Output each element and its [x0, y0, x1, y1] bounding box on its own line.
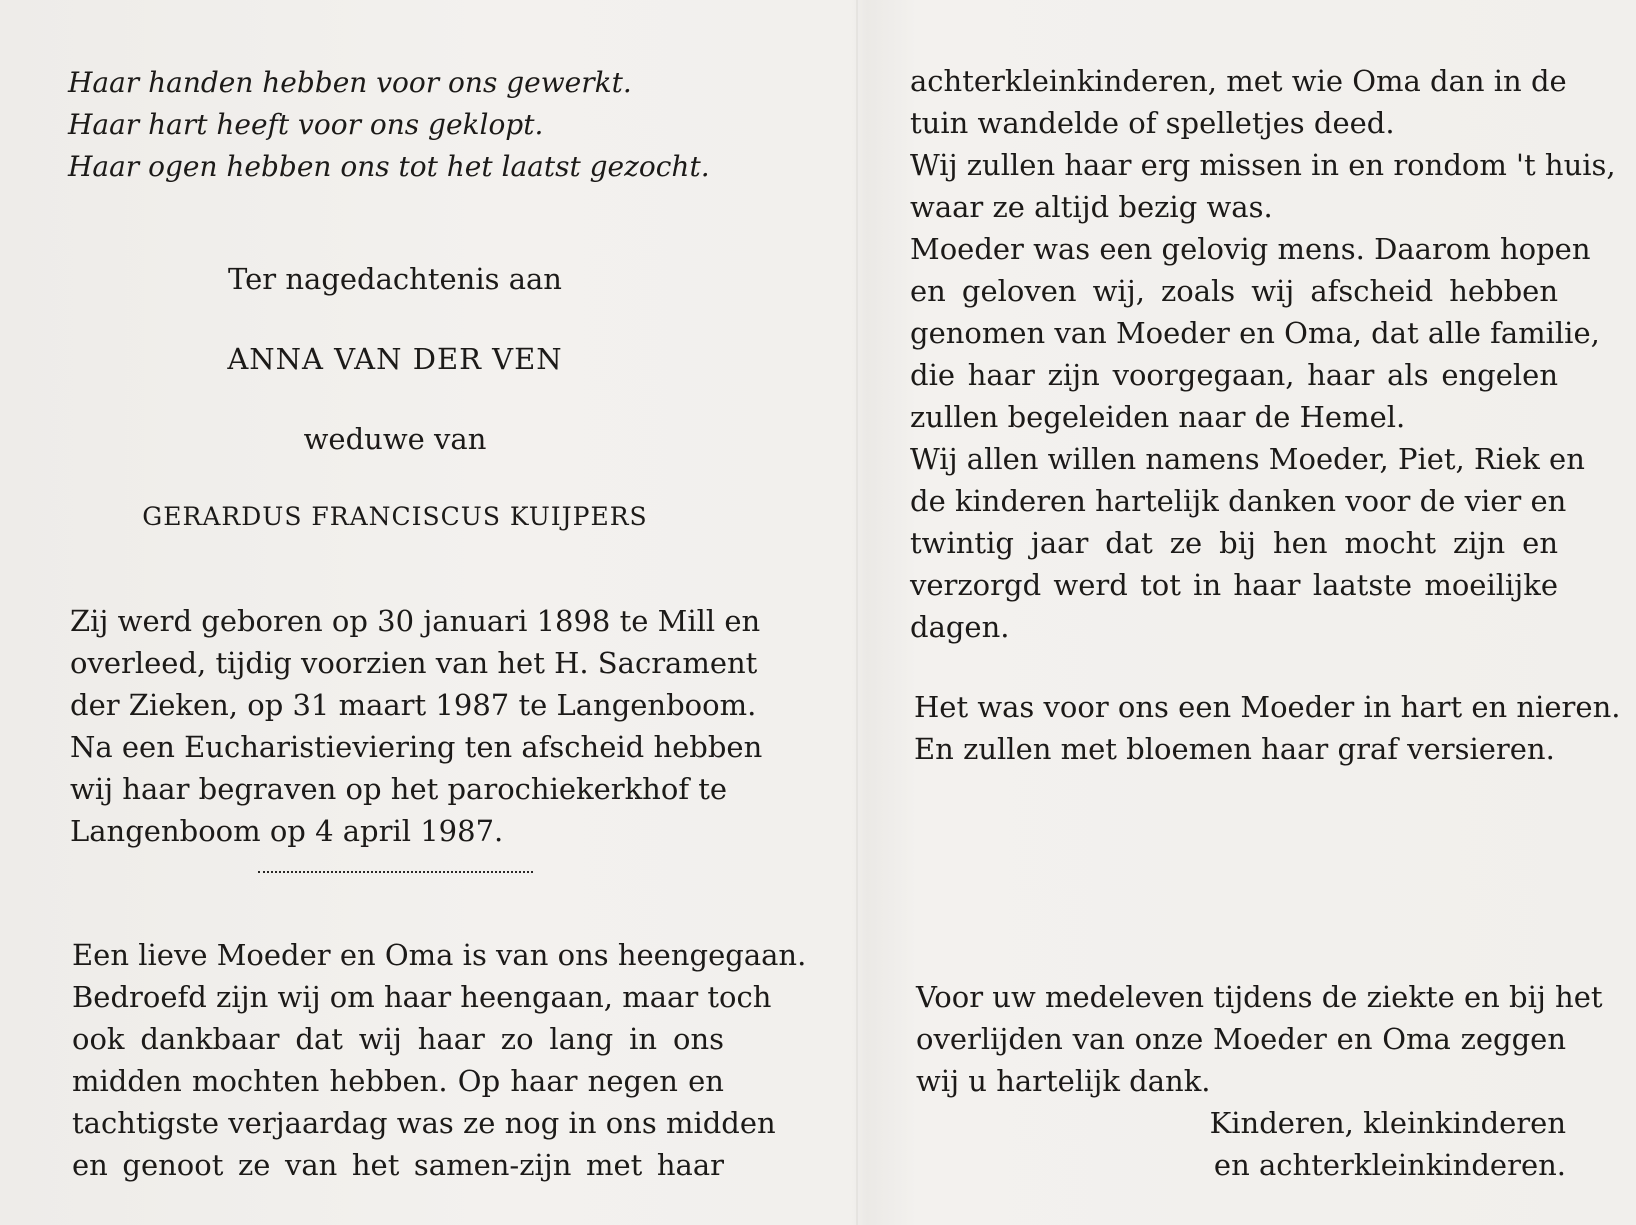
- poem-line: Haar hart heeft voor ons geklopt.: [68, 108, 544, 141]
- verse-line: En zullen met bloemen haar graf versieren.: [914, 732, 1555, 766]
- signature-line: Kinderen, kleinkinderen: [1209, 1106, 1566, 1140]
- tribute-line: en geloven wij, zoals wij afscheid hebben: [910, 274, 1558, 308]
- tribute-right: [910, 60, 1616, 648]
- tribute-line: tuin wandelde of spelletjes deed.: [910, 106, 1395, 140]
- biography-line: Langenboom op 4 april 1987.: [70, 814, 504, 848]
- tribute-line: twintig jaar dat ze bij hen mocht zijn en: [910, 526, 1558, 560]
- biography-line: Na een Eucharistieviering ten afscheid hebben: [70, 730, 763, 764]
- biography-line: der Zieken, op 31 maart 1987 te Langenboom.: [70, 688, 757, 722]
- card-fold: [856, 0, 858, 1225]
- tribute-line: midden mochten hebben. Op haar negen en: [72, 1064, 724, 1098]
- spouse-name: GERARDUS FRANCISCUS KUIJPERS: [142, 502, 648, 531]
- verse-line: Het was voor ons een Moeder in hart en nieren.: [914, 690, 1621, 724]
- tribute-line: Wij zullen haar erg missen in en rondom 't huis,: [910, 148, 1616, 182]
- closing-verse: [914, 686, 1621, 770]
- signature: [916, 1102, 1566, 1186]
- relation-text: weduwe van: [303, 422, 487, 456]
- signature-line: en achterkleinkinderen.: [1213, 1148, 1566, 1182]
- tribute-line: Bedroefd zijn wij om haar heengaan, maar toch: [72, 980, 772, 1014]
- tribute-line: die haar zijn voorgegaan, haar als engelen: [910, 358, 1558, 392]
- poem-line: Haar handen hebben voor ons gewerkt.: [68, 66, 632, 99]
- thanks-line: Voor uw medeleven tijdens de ziekte en bij het: [916, 980, 1603, 1014]
- tribute-line: en genoot ze van het samen-zijn met haar: [72, 1148, 724, 1182]
- tribute-line: Een lieve Moeder en Oma is van ons heengegaan.: [72, 938, 807, 972]
- thanks-line: overlijden van onze Moeder en Oma zeggen: [916, 1022, 1566, 1056]
- deceased-name: ANNA VAN DER VEN: [227, 342, 563, 376]
- tribute-left: [72, 934, 807, 1186]
- biography: [70, 600, 763, 852]
- thanks-text: [916, 976, 1603, 1102]
- tribute-line: de kinderen hartelijk danken voor de vier en: [910, 484, 1567, 518]
- poem: [68, 62, 768, 188]
- tribute-line: genomen van Moeder en Oma, dat alle familie,: [910, 316, 1600, 350]
- dotted-divider: [258, 871, 533, 873]
- tribute-line: dagen.: [910, 610, 1010, 644]
- tribute-line: waar ze altijd bezig was.: [910, 190, 1273, 224]
- biography-line: Zij werd geboren op 30 januari 1898 te Mill en: [70, 604, 761, 638]
- biography-line: overleed, tijdig voorzien van het H. Sacrament: [70, 646, 758, 680]
- tribute-line: verzorgd werd tot in haar laatste moeilijke: [910, 568, 1558, 602]
- tribute-line: Wij allen willen namens Moeder, Piet, Riek en: [910, 442, 1585, 476]
- tribute-line: achterkleinkinderen, met wie Oma dan in de: [910, 64, 1567, 98]
- tribute-line: zullen begeleiden naar de Hemel.: [910, 400, 1406, 434]
- tribute-line: ook dankbaar dat wij haar zo lang in ons: [72, 1022, 724, 1056]
- tribute-line: Moeder was een gelovig mens. Daarom hopen: [910, 232, 1591, 266]
- memorial-intro: Ter nagedachtenis aan: [228, 262, 562, 296]
- poem-line: Haar ogen hebben ons tot het laatst gezocht.: [68, 150, 710, 183]
- thanks-line: wij u hartelijk dank.: [916, 1064, 1211, 1098]
- biography-line: wij haar begraven op het parochiekerkhof te: [70, 772, 728, 806]
- tribute-line: tachtigste verjaardag was ze nog in ons midden: [72, 1106, 776, 1140]
